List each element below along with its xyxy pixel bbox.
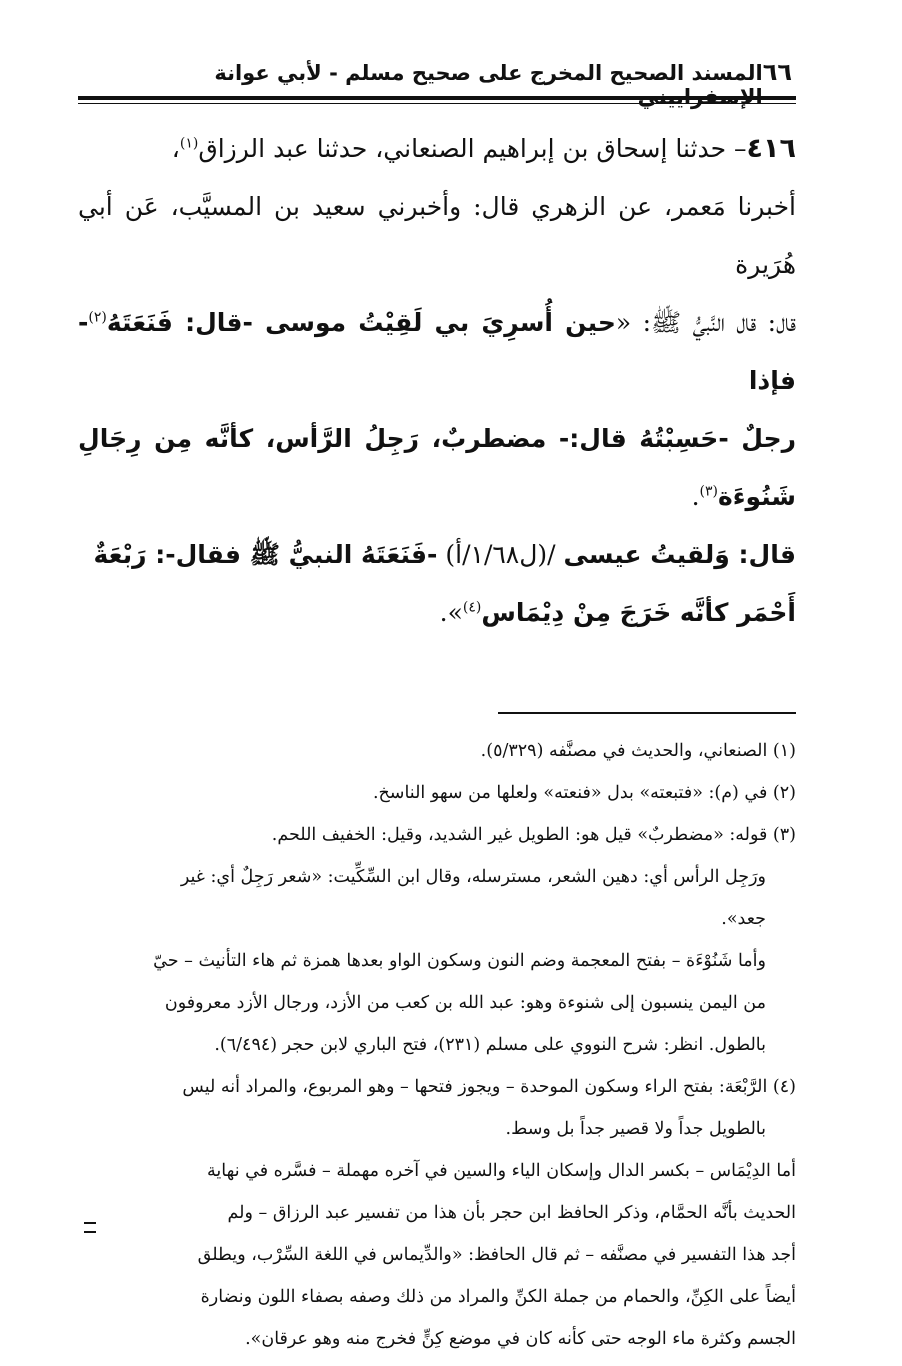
hadith-line-6: أَحْمَر كأنَّه خَرَجَ مِنْ دِيْمَاس$^{(٤)}$». xyxy=(439,598,796,627)
footnotes xyxy=(78,730,796,1360)
page-header xyxy=(78,58,796,109)
footnote-2: (٢) في (م): «فتبعته» بدل «فنعته» ولعلها من سهو الناسخ. xyxy=(372,783,796,803)
end-of-page-mark xyxy=(84,1222,96,1233)
footnote-1: (١) الصنعاني، والحديث في مصنَّفه (٥/٣٢٩). xyxy=(480,741,796,761)
footnote-4: (٤) الرَّبْعَة: بفتح الراء وسكون الموحدة – ويجوز فتحها – وهو المربوع، والمراد أنه ليس xyxy=(182,1077,796,1097)
footnote-3-line: من اليمن ينسبون إلى شنوءة وهو: عبد الله بن كعب من الأزد، ورجال الأزد معروفون xyxy=(164,993,766,1013)
footnote-4-line: أجد هذا التفسير في مصنَّفه – ثم قال الحافظ: «والدِّيماس في اللغة السِّرْب، ويطلق xyxy=(197,1245,796,1265)
hadith-line-4: رجلٌ -حَسِبْتُهُ قال:- مضطربٌ، رَجِلُ الرَّأس، كأنَّه مِن رِجَالِ شَنُوءَة$^{(٣)}$. xyxy=(78,424,796,511)
footnote-4-line: الحديث بأنَّه الحمَّام، وذكر الحافظ ابن حجر بأن هذا من تفسير عبد الرزاق – ولم xyxy=(227,1203,796,1223)
footnote-ref-4[interactable]: (٤) xyxy=(462,599,482,616)
footnote-3: (٣) قوله: «مضطربٌ» قيل هو: الطويل غير الشديد، وقيل: الخفيف اللحم. xyxy=(271,825,796,845)
running-title: المسند الصحيح المخرج على صحيح مسلم - لأبي عوانة الإسفراييني xyxy=(214,61,763,109)
hadith-line-5: قال: وَلقيتُ عيسى /(ل١/٦٨/أ) -فَنَعَتَهُ النبيُّ ﷺ فقال-: رَبْعَةٌ xyxy=(93,540,796,569)
footnote-3-line: جعد». xyxy=(721,909,766,929)
footnote-4-line: الجسم وكثرة ماء الوجه حتى كأنه كان في موضع كِنٍّ فخرج منه وهو عرقان». xyxy=(245,1329,796,1349)
footnote-separator xyxy=(498,712,796,714)
footnote-3-line: ورَجِل الرأس أي: دهين الشعر، مسترسله، وقال ابن السِّكِّيت: «شعر رَجِلٌ أي: غير xyxy=(180,867,766,887)
footnote-3-line: وأما شَنُوْءَة – بفتح المعجمة وضم النون وسكون الواو بعدها همزة ثم هاء التأنيث – حيّ xyxy=(153,951,766,971)
hadith-number: ٤١٦ xyxy=(746,133,796,164)
footnote-4-line: أما الدِيْمَاس – بكسر الدال وإسكان الياء والسين في آخره مهملة – فسَّره في نهاية xyxy=(207,1161,796,1181)
footnote-ref-3[interactable]: (٣) xyxy=(699,483,718,500)
footnote-3-line: بالطول. انظر: شرح النووي على مسلم (٢٣١)، فتح الباري لابن حجر (٦/٤٩٤). xyxy=(214,1035,766,1055)
footnote-ref-2[interactable]: (٢) xyxy=(88,309,107,326)
hadith-line-1: ٤١٦– حدثنا إسحاق بن إبراهيم الصنعاني، حدثنا عبد الرزاق$^{(١)}$، xyxy=(171,133,796,164)
footnote-ref-1[interactable]: (١) xyxy=(179,135,199,152)
page-number: ٦٦ xyxy=(762,58,792,86)
hadith-line-3: قال: قال النَّبيُّ ﷺ: «حين أُسرِيَ بي لَقِيْتُ موسى -قال: فَنَعَتَهُ$^{(٢)}$- فإذا xyxy=(78,308,796,395)
hadith-text xyxy=(78,120,796,642)
footnote-4-line: أيضاً على الكِنِّ، والحمام من جملة الكنِّ والمراد من ذلك وصفه بصفاء اللون ونضارة xyxy=(200,1287,796,1307)
manuscript-ref: /(ل١/٦٨/أ) xyxy=(437,540,564,569)
footnote-4-line: بالطويل جداً ولا قصير جداً بل وسط. xyxy=(505,1119,766,1139)
hadith-line-2: أخبرنا مَعمر، عن الزهري قال: وأخبرني سعيد بن المسيَّب، عَن أبي هُرَيرة xyxy=(78,192,796,279)
book-page xyxy=(78,58,796,1360)
